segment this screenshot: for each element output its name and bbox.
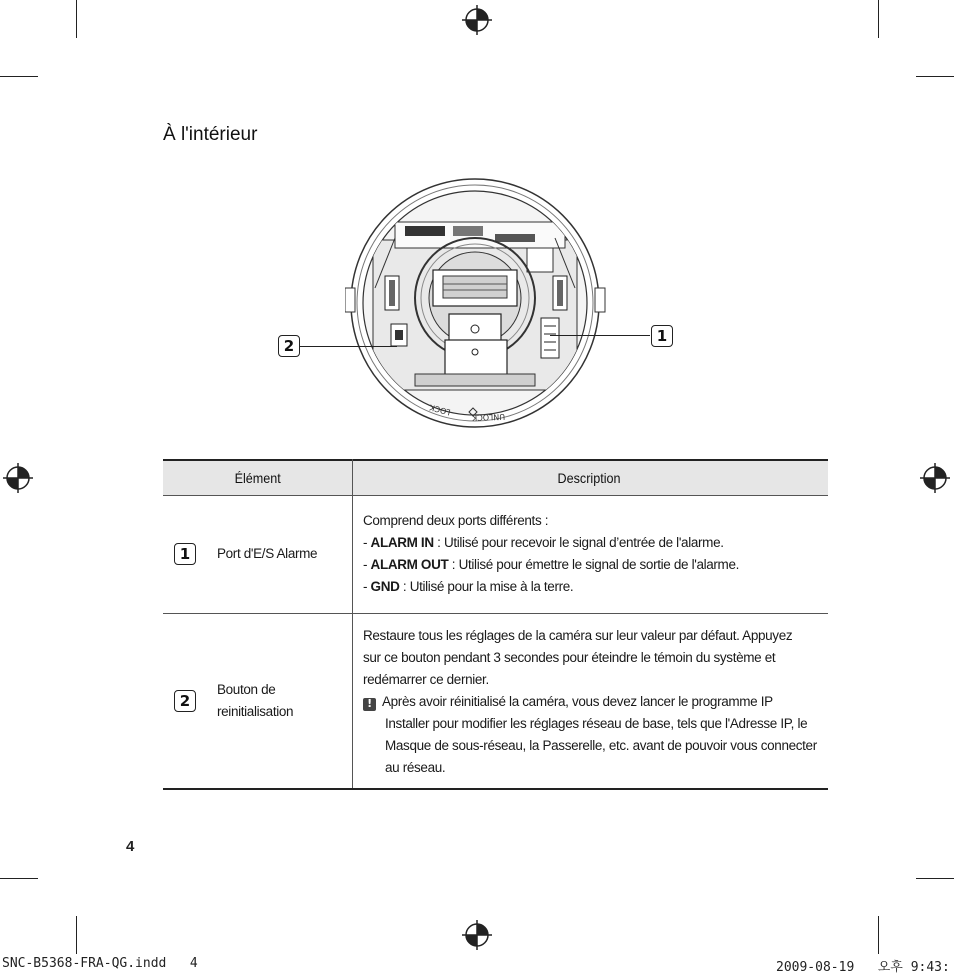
callout-badge-1: 1 <box>651 325 673 347</box>
callout-leader-line <box>550 335 650 336</box>
table-column-divider <box>352 459 353 789</box>
registration-mark-icon <box>3 463 33 493</box>
table-header <box>163 459 828 496</box>
crop-mark <box>916 76 954 77</box>
row-number-badge-2: 2 <box>174 690 196 712</box>
list-item: - ALARM OUT : Utilisé pour émettre le signal de sortie de l'alarme. <box>363 557 740 572</box>
crop-mark <box>0 878 38 879</box>
camera-interior-diagram <box>345 178 610 430</box>
registration-mark-icon <box>462 920 492 950</box>
section-title: À l'intérieur <box>163 124 258 145</box>
crop-mark <box>0 76 38 77</box>
header-description: Description <box>557 470 621 486</box>
crop-mark <box>916 878 954 879</box>
row-1-description <box>363 510 739 598</box>
note-icon: ! <box>363 698 376 711</box>
callout-leader-line <box>300 346 397 347</box>
row-1-element: Port d'E/S Alarme <box>217 546 318 561</box>
registration-mark-icon <box>462 5 492 35</box>
crop-mark <box>878 916 879 954</box>
registration-mark-icon <box>920 463 950 493</box>
callout-badge-2: 2 <box>278 335 300 357</box>
note-line: ! Après avoir réinitialisé la caméra, vous devez lancer le programme IP <box>363 691 817 713</box>
row-2-description: Restaure tous les réglages de la caméra sur leur valeur par défaut. Appuyez sur ce bouton pendant 3 secondes pour éteindre le témoin du système et redémarrer ce dernier. ! Après avoir réinitialisé la caméra, vous devez lancer le programme IP Installer pour modifier les réglages réseau de base, tels que l'Adresse IP, le Masque de sous-réseau, la Passerelle, etc. avant de pouvoir vous connecter au réseau. <box>363 628 817 775</box>
table-row-divider <box>163 613 828 614</box>
crop-mark <box>76 916 77 954</box>
page-number: 4 <box>126 838 135 855</box>
footer-date: 2009-08-19 오후 9:43: <box>776 960 950 975</box>
crop-mark <box>76 0 77 38</box>
row-number-badge-1: 1 <box>174 543 196 565</box>
footer-file-name: SNC-B5368-FRA-QG.indd 4 <box>2 956 198 971</box>
row-2-element: Bouton de reinitialisation <box>217 682 294 719</box>
row-1-intro: Comprend deux ports différents : <box>363 513 549 528</box>
unlock-label: UNLOCK <box>471 412 506 423</box>
crop-mark <box>878 0 879 38</box>
lock-label: LOCK <box>428 402 452 417</box>
table-bottom-border <box>163 788 828 790</box>
header-element: Élément <box>234 470 281 486</box>
list-item: - GND : Utilisé pour la mise à la terre. <box>363 579 574 594</box>
list-item: - ALARM IN : Utilisé pour recevoir le signal d’entrée de l'alarme. <box>363 535 724 550</box>
